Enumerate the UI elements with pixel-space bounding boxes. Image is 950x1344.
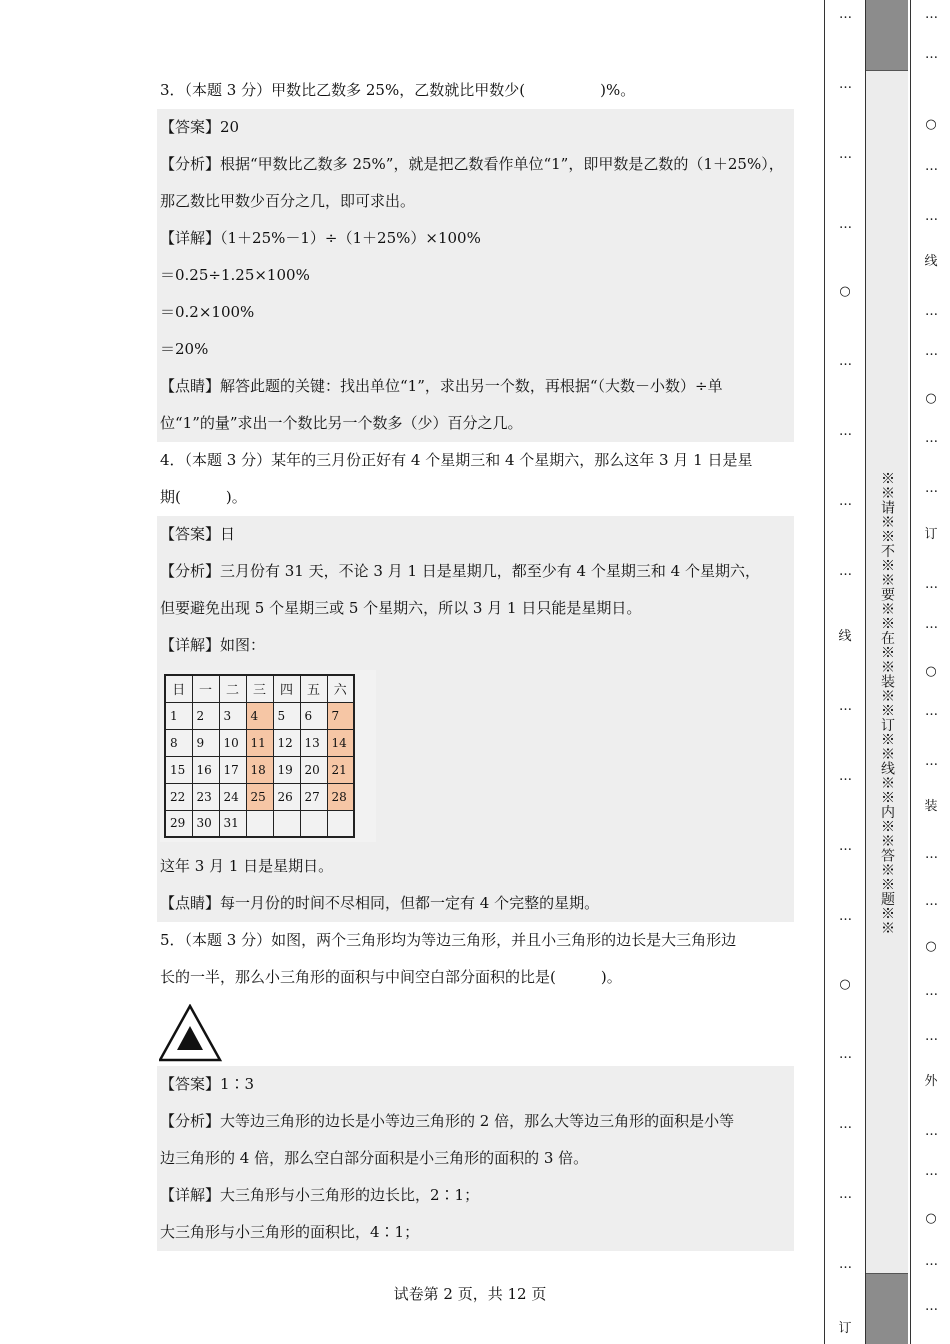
- calendar-day: 17: [219, 756, 246, 783]
- dots-mark: …: [925, 1164, 937, 1179]
- calendar-day: 12: [273, 729, 300, 756]
- margin-label-line: 线: [838, 629, 852, 644]
- calendar-week-row: [165, 729, 354, 756]
- dots-mark: …: [839, 7, 851, 22]
- calendar-day: 3: [219, 702, 246, 729]
- nested-triangles-icon: [159, 1004, 223, 1062]
- dots-mark: …: [925, 577, 937, 592]
- page-number: 试卷第 2 页，共 12 页: [393, 1285, 547, 1303]
- dots-mark: …: [839, 1187, 851, 1202]
- exam-content: [160, 72, 794, 1251]
- detail-line: 【详解】大三角形与小三角形的边长比，2∶1；: [160, 1186, 480, 1204]
- margin-label-bind: 订: [924, 527, 938, 542]
- calendar-day: 16: [192, 756, 219, 783]
- weekday-fri: 五: [300, 675, 327, 702]
- margin-label-outer: 外: [924, 1074, 938, 1089]
- comment-line: 【点睛】每一月份的时间不尽相同，但都一定有 4 个完整的星期。: [160, 894, 600, 912]
- calendar-day-wednesday: 25: [246, 783, 273, 810]
- calendar-day-empty: [273, 810, 300, 837]
- dots-mark: …: [839, 354, 851, 369]
- calendar-day: 8: [165, 729, 192, 756]
- dots-mark: …: [925, 47, 937, 62]
- calendar-day-empty: [300, 810, 327, 837]
- calendar-day-wednesday: 4: [246, 702, 273, 729]
- dots-mark: …: [839, 909, 851, 924]
- calendar-day: 23: [192, 783, 219, 810]
- dots-mark: …: [925, 894, 937, 909]
- weekday-thu: 四: [273, 675, 300, 702]
- answer-label: 【答案】20: [160, 118, 240, 136]
- dots-mark: …: [839, 769, 851, 784]
- calendar-day: 13: [300, 729, 327, 756]
- calendar-day: 10: [219, 729, 246, 756]
- detail-line: 【详解】（1＋25%－1）÷（1＋25%）×100%: [160, 229, 481, 247]
- question-4-stem: 4．（本题 3 分）某年的三月份正好有 4 个星期三和 4 个星期六，那么这年 3 月 1 日是星: [160, 451, 753, 469]
- detail-line: 【详解】如图：: [160, 636, 266, 654]
- calendar-day: 15: [165, 756, 192, 783]
- calendar-day: 27: [300, 783, 327, 810]
- calendar-day-wednesday: 11: [246, 729, 273, 756]
- question-5-stem: 长的一半，那么小三角形的面积与中间空白部分面积的比是( )。: [160, 968, 622, 986]
- dots-mark: …: [925, 1124, 937, 1139]
- dots-mark: …: [839, 1257, 851, 1272]
- calendar-day: 30: [192, 810, 219, 837]
- comment-line: 位“1”的量”求出一个数比另一个数多（少）百分之几。: [160, 414, 523, 432]
- calendar-day: 26: [273, 783, 300, 810]
- margin-label-mount: 装: [924, 799, 938, 814]
- page-footer: [0, 1283, 950, 1304]
- calendar-day: 31: [219, 810, 246, 837]
- analysis-line: 【分析】三月份有 31 天，不论 3 月 1 日是星期几，都至少有 4 个星期三和 4 个星期六，: [160, 562, 760, 580]
- dots-mark: …: [925, 617, 937, 632]
- dots-mark: …: [925, 304, 937, 319]
- analysis-line: 边三角形的 4 倍，那么空白部分面积是小三角形的面积的 3 倍。: [160, 1149, 589, 1167]
- calendar-day-saturday: 28: [327, 783, 354, 810]
- calendar-day: 9: [192, 729, 219, 756]
- calendar-week-row: [165, 810, 354, 837]
- weekday-sun: 日: [165, 675, 192, 702]
- calendar-day: 22: [165, 783, 192, 810]
- circle-mark: ○: [925, 664, 937, 679]
- calendar-day: 20: [300, 756, 327, 783]
- calendar-day-empty: [246, 810, 273, 837]
- calendar-day: 5: [273, 702, 300, 729]
- calendar-day: 19: [273, 756, 300, 783]
- weekday-wed: 三: [246, 675, 273, 702]
- analysis-line: 但要避免出现 5 个星期三或 5 个星期六，所以 3 月 1 日只能是星期日。: [160, 599, 642, 617]
- circle-mark: ○: [925, 391, 937, 406]
- binding-warning-strip: [866, 0, 908, 1344]
- triangle-figure: [159, 1004, 794, 1066]
- dots-mark: …: [925, 1299, 937, 1314]
- analysis-line: 【分析】大等边三角形的边长是小等边三角形的 2 倍，那么大等边三角形的面积是小等: [160, 1112, 735, 1130]
- calendar-day-saturday: 7: [327, 702, 354, 729]
- dots-mark: …: [839, 217, 851, 232]
- dots-mark: …: [839, 839, 851, 854]
- analysis-line: 那乙数比甲数少百分之几，即可求出。: [160, 192, 416, 210]
- weekday-tue: 二: [219, 675, 246, 702]
- dots-mark: …: [839, 1047, 851, 1062]
- calendar-day: 2: [192, 702, 219, 729]
- calendar-week-row: [165, 783, 354, 810]
- answer-label: 【答案】日: [160, 525, 236, 543]
- circle-mark: ○: [925, 939, 937, 954]
- question-5-stem: 5．（本题 3 分）如图，两个三角形均为等边三角形，并且小三角形的边长是大三角形边: [160, 931, 737, 949]
- no-answer-warning: ※※请※※不※※要※※在※※装※※订※※线※※内※※答※※题※※: [879, 471, 895, 935]
- march-calendar: [160, 670, 376, 842]
- analysis-line: 【分析】根据“甲数比乙数多 25%”，就是把乙数看作单位“1”，即甲数是乙数的（1＋25%），: [160, 155, 784, 173]
- calendar-header-row: [165, 675, 354, 702]
- dots-mark: …: [839, 494, 851, 509]
- detail-line: ＝20%: [160, 340, 209, 358]
- calendar-day-saturday: 14: [327, 729, 354, 756]
- calendar-day-empty: [327, 810, 354, 837]
- question-4-stem: 期( )。: [160, 488, 247, 506]
- dots-mark: …: [839, 1117, 851, 1132]
- calendar-day-saturday: 21: [327, 756, 354, 783]
- question-3-stem: 3．（本题 3 分）甲数比乙数多 25%，乙数就比甲数少( )%。: [160, 81, 636, 99]
- dots-mark: …: [925, 1254, 937, 1269]
- margin-label-line: 线: [924, 254, 938, 269]
- dots-mark: …: [839, 699, 851, 714]
- margin-label-bind: 订: [838, 1321, 852, 1336]
- question-3-solution: [157, 109, 794, 442]
- calendar-day: 24: [219, 783, 246, 810]
- dots-mark: …: [925, 1029, 937, 1044]
- dots-mark: …: [925, 704, 937, 719]
- dots-mark: …: [839, 77, 851, 92]
- question-5-solution: [157, 1066, 794, 1251]
- calendar-week-row: [165, 756, 354, 783]
- dots-mark: …: [839, 564, 851, 579]
- question-4-solution: [157, 516, 794, 922]
- circle-mark: ○: [839, 284, 851, 299]
- calendar-day: 1: [165, 702, 192, 729]
- circle-mark: ○: [925, 1211, 937, 1226]
- weekday-mon: 一: [192, 675, 219, 702]
- dots-mark: …: [839, 147, 851, 162]
- circle-mark: ○: [925, 117, 937, 132]
- detail-line: 大三角形与小三角形的面积比，4∶1；: [160, 1223, 420, 1241]
- dots-mark: …: [839, 424, 851, 439]
- calendar-day: 6: [300, 702, 327, 729]
- dots-mark: …: [925, 159, 937, 174]
- binding-margin-inner: [824, 0, 866, 1344]
- binding-margin-outer: [910, 0, 950, 1344]
- circle-mark: ○: [839, 977, 851, 992]
- calendar-day-wednesday: 18: [246, 756, 273, 783]
- detail-line: ＝0.2×100%: [160, 303, 255, 321]
- calendar-day: 29: [165, 810, 192, 837]
- comment-line: 【点睛】解答此题的关键：找出单位“1”，求出另一个数，再根据“（大数－小数）÷单: [160, 377, 723, 395]
- answer-label: 【答案】1∶3: [160, 1075, 255, 1093]
- detail-line: ＝0.25÷1.25×100%: [160, 266, 310, 284]
- dots-mark: …: [925, 481, 937, 496]
- dots-mark: …: [925, 984, 937, 999]
- dots-mark: …: [925, 209, 937, 224]
- dots-mark: …: [925, 431, 937, 446]
- dots-mark: …: [925, 754, 937, 769]
- warning-panel: [866, 70, 908, 1274]
- weekday-sat: 六: [327, 675, 354, 702]
- dots-mark: …: [925, 344, 937, 359]
- calendar-week-row: [165, 702, 354, 729]
- after-line: 这年 3 月 1 日是星期日。: [160, 857, 334, 875]
- dots-mark: …: [925, 7, 937, 22]
- dots-mark: …: [925, 847, 937, 862]
